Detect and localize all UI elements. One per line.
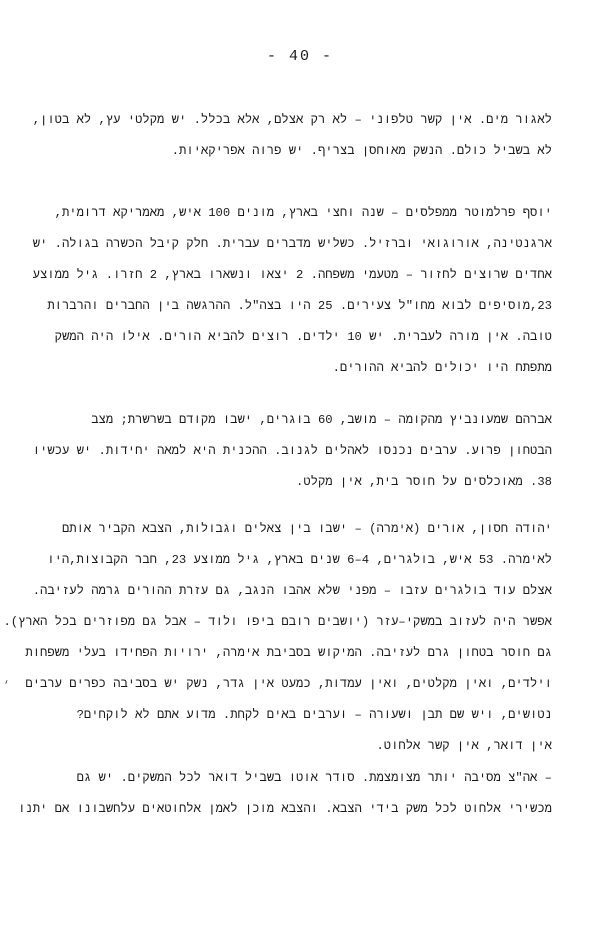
text-line: מכשירי אלחוט לכל משק בידי הצבא. והצבא מוכן לאמן אלחוטאים עלחשבונו אם יתנו xyxy=(18,802,552,816)
text-line: אחדים שרוצים לחזור – מטעמי משפחה. 2 יצאו ונשארו בארץ, 2 חזרו. גיל ממוצע xyxy=(32,268,552,282)
text-line: טובה. אין מורה לעברית. יש 10 ילדים. רוצים להביא הורים. אילו היה המשק xyxy=(54,330,552,344)
text-line: אברהם שמעונביץ מהקומה – מושב, 60 בוגרים, ישבו מקודם בשרשרת; מצב xyxy=(91,413,552,427)
text-line: נטושים, ויש שם תבן ושעורה – וערבים באים לקחת. מדוע אתם לא לוקחים? xyxy=(76,708,552,722)
text-line: מתפתח היו יכולים להביא ההורים. xyxy=(332,361,552,375)
text-line: יהודה חסון, אורים (אימרה) – ישבו בין צאלים וגבולות, הצבא הקביר אותם xyxy=(61,522,552,536)
text-line: 38. מאוכלסים על חוסר בית, אין מקלט. xyxy=(296,475,552,489)
paragraph-yosef-perlmutter xyxy=(32,198,552,384)
text-line: אפשר היה לעזוב במשקי–עזר (יושבים רובם ביפו ולוד – אבל גם מפוזרים בכל הארץ). xyxy=(3,615,552,629)
text-line: לאגור מים. אין קשר טלפוני – לא רק אצלם, אלא בכלל. יש מקלטי עץ, לא בטון, xyxy=(32,113,552,127)
paragraph-afternoon-meeting xyxy=(18,763,552,825)
text-line: יוסף פרלמוטר ממפלסים – שנה וחצי בארץ, מונים 100 איש, מאמריקא דרומית, xyxy=(54,206,552,220)
text-line: לא בשביל כולם. הנשק מאוחסן בצריף. יש פרוה אפריקאיות. xyxy=(171,144,552,158)
margin-mark: ‘ xyxy=(3,680,10,692)
text-line: ארגנטינה, אורוגואי וברזיל. כשליש מדברים עברית. חלק קיבל הכשרה בגולה. יש xyxy=(32,237,552,251)
paragraph-water-security xyxy=(32,105,552,167)
text-line: הבטחון פרוע. ערבים נכנסו לאהלים לגנוב. ההכנית היא למאה יחידות. יש עכשיו xyxy=(32,444,552,458)
text-line: – אה"צ מסיבה יותר מצומצמת. סודר אוטו בשביל דואר לכל המשקים. יש גם xyxy=(76,771,552,785)
text-line: גם חוסר בטחון גרם לעזיבה. המיקוש בסביבת אימרה, ירויות הפחידו בעלי משפחות xyxy=(25,646,552,660)
text-line: אין דואר, אין קשר אלחוט. xyxy=(376,739,552,753)
paragraph-yehuda-hasson xyxy=(3,514,552,762)
text-line: 23,מוסיפים לבוא מחו"ל צעירים. 25 היו בצה"ל. ההרגשה בין החברים והרברות xyxy=(47,299,552,313)
text-line: אצלם עוד בולגרים עזבו – מפני שלא אהבו הנגב, גם עזרת ההורים גרמה לעזיבה. xyxy=(32,584,552,598)
text-line: וילדים, ואין מקלטים, ואין עמדות, כמעט אין גדר, נשק יש בסביבה כפרים ערבים xyxy=(25,677,552,691)
paragraph-avraham-shimonovitz xyxy=(32,405,552,498)
page-number: - 40 - xyxy=(266,48,333,65)
text-line: לאימרה. 53 איש, בולגרים, 4–6 שנים בארץ, גיל ממוצע 23, חבר הקבוצות,היו xyxy=(47,553,552,567)
